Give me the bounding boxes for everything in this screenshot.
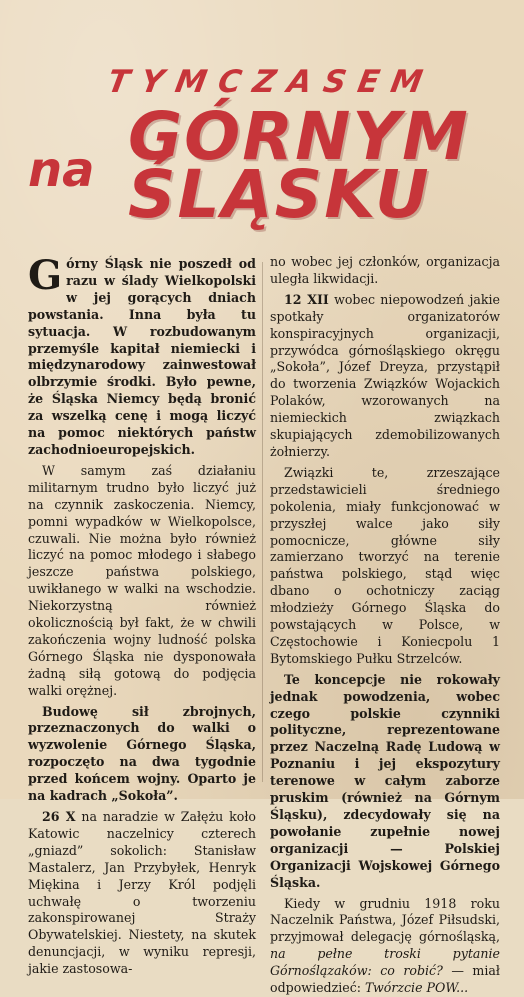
left-column [28, 252, 256, 978]
headline-line-2: ŚLĄSKU [128, 156, 431, 233]
headline-kicker: TYMCZASEM [104, 64, 438, 100]
paragraph-8: Te koncepcje nie rokowały jednak powodzenia, wobec czego polskie czynniki polityczne, reprezentowane przez Naczelną Radę Ludową w Poznaniu i jej ekspozytury terenowe w całym zaborze pruskim (również na Górnym Śląsku), zdecydowały się na powołanie zupełnie nowej organizacji — Polskiej Organizacji Wojskowej Górnego Śląska. [270, 671, 500, 890]
answer-quote: Twórzcie POW... [365, 980, 469, 996]
headline-line-1: GÓRNYM [128, 98, 470, 175]
lead-text: órny Śląsk nie poszedł od razu w ślady Wielkopolski w jej gorących dniach powstania. Inna była tu sytuacja. W rozbudowanym przemyśle kapitał niemiecki i międzynarodowy zainwestował olbrzymie środki. Było pewne, że Śląska Niemcy będą bronić za wszelką cenę i mogą liczyć na pomoc niektórych państw zachodnioeuropejskich. [28, 256, 256, 457]
column-divider [262, 262, 263, 782]
paragraph-6-text: wobec niepowodzeń jakie spotkały organizatorów konspiracyjnych organizacji, przywódca górnośląskiego okręgu „Sokoła”, Józef Dreyza, przystąpił do tworzenia Związków Wojackich Polaków, wzorowanych na niemieckich związkach skupiających zdemobilizowanych żołnierzy. [270, 291, 500, 459]
paragraph-4-text: na naradzie w Załężu koło Katowic naczelnicy czterech „gniazd” sokolich: Stanisław Mastalerz, Jan Przybyłek, Henryk Miękina i Jerzy Król podjęli uchwałę o tworzeniu zakonspirowanej Straży Obywatelskiej. Niestety, na skutek denuncjacji, w wyniku represji, jakie zastosowa- [28, 809, 256, 977]
paragraph-4 [28, 809, 256, 978]
paragraph-7: Związki te, zrzeszające przedstawicieli średniego pokolenia, miały funkcjonować w przyszłej walce jako siły pomocnicze, główne siły zamierzano tworzyć na terenie państwa polskiego, stąd więc dbano o ochotniczy zaciąg młodzieży Górnego Śląska do powstających w Polsce, w Częstochowie i Koniecpolu 1 Bytomskiego Pułku Strzelców. [270, 464, 500, 666]
paragraph-3: Budowę sił zbrojnych, przeznaczonych do walki o wyzwolenie Górnego Śląska, rozpoczęto na dwa tygodnie przed końcem wojny. Oparto je na kadrach „Sokoła”. [28, 703, 256, 804]
date-12-xii: 12 XII [284, 291, 329, 307]
paragraph-5: no wobec jej członków, organizacja uległa likwidacji. [270, 254, 500, 286]
paragraph-9-mid: — miał odpowiedzieć: [270, 963, 500, 996]
paragraph-1 [28, 252, 256, 459]
drop-cap: G [28, 252, 63, 299]
paragraph-2: W samym zaś działaniu militarnym trudno było liczyć już na czynnik zaskoczenia. Niemcy, pomni wypadków w Wielkopolsce, czuwali. Nie można było również liczyć na pomoc młodego i słabego jeszcze państwa polskiego, uwikłanego w walki na wschodzie. Niekorzystną również okolicznością był fakt, że w chwili zakończenia wojny ludność polska Górnego Śląska nie dysponowała żadną siłą gotową do podjęcia walki orężnej. [28, 462, 256, 698]
paragraph-9-text: Kiedy w grudniu 1918 roku Naczelnik Państwa, Józef Piłsudski, przyjmował delegację górnośląską, [270, 895, 500, 945]
question-quote: na pełne troski pytanie Górnoślązaków: co robić? [270, 946, 500, 979]
paragraph-6 [270, 292, 500, 461]
date-26-x: 26 X [42, 809, 76, 824]
headline-prefix: na [28, 142, 95, 198]
paragraph-9 [270, 896, 500, 997]
right-column [270, 254, 500, 997]
